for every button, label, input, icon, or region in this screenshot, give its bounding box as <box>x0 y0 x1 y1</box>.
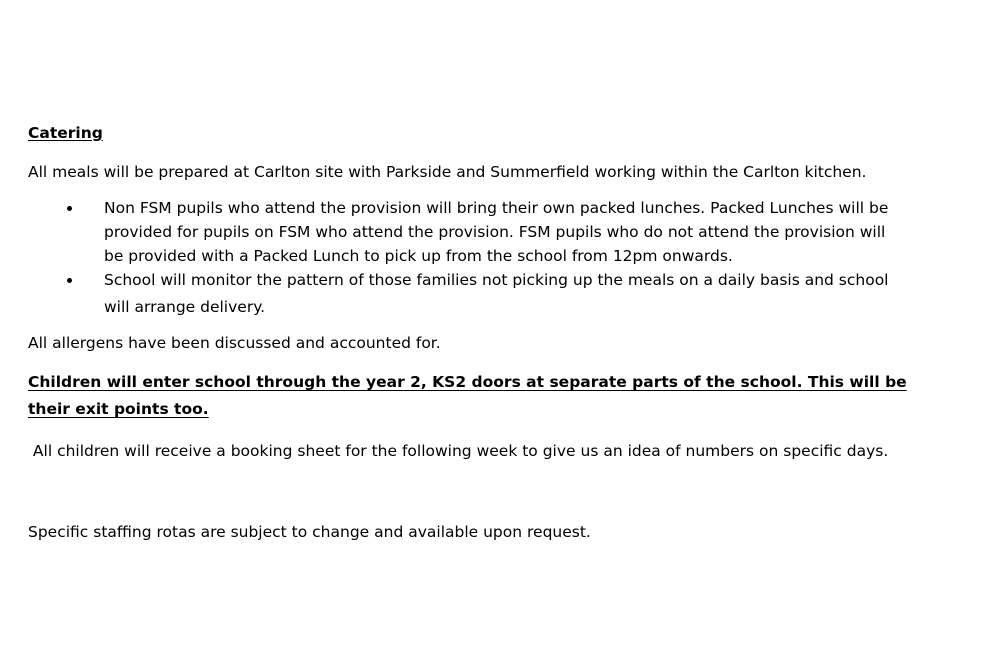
allergens-statement: All allergens have been discussed and accounted for. <box>28 334 441 352</box>
bullet-item-packed-lunches <box>0 196 964 268</box>
bullet-icon <box>67 278 72 283</box>
catering-intro: All meals will be prepared at Carlton site with Parkside and Summerfield working within the Carlton kitchen. <box>28 163 867 181</box>
bullet-item-delivery <box>0 268 964 319</box>
bullet-line: provided for pupils on FSM who attend the provision. FSM pupils who do not attend the provision will <box>104 223 886 241</box>
catering-heading: Catering <box>28 124 103 142</box>
bullet-line: School will monitor the pattern of those families not picking up the meals on a daily basis and school <box>104 271 889 289</box>
entry-notice-line-1: Children will enter school through the year 2, KS2 doors at separate parts of the school. This will be <box>28 373 907 391</box>
staffing-rotas-text: Specific staffing rotas are subject to change and available upon request. <box>28 523 591 541</box>
bullet-line: be provided with a Packed Lunch to pick up from the school from 12pm onwards. <box>104 247 733 265</box>
bullet-line: will arrange delivery. <box>104 298 266 316</box>
entry-notice-line-2: their exit points too. <box>28 400 209 418</box>
catering-bullet-list <box>0 196 964 319</box>
booking-sheet-text: All children will receive a booking sheet for the following week to give us an idea of numbers on specific days. <box>28 442 889 460</box>
bullet-line: Non FSM pupils who attend the provision will bring their own packed lunches. Packed Lunches will be <box>104 199 889 217</box>
bullet-icon <box>67 206 72 211</box>
